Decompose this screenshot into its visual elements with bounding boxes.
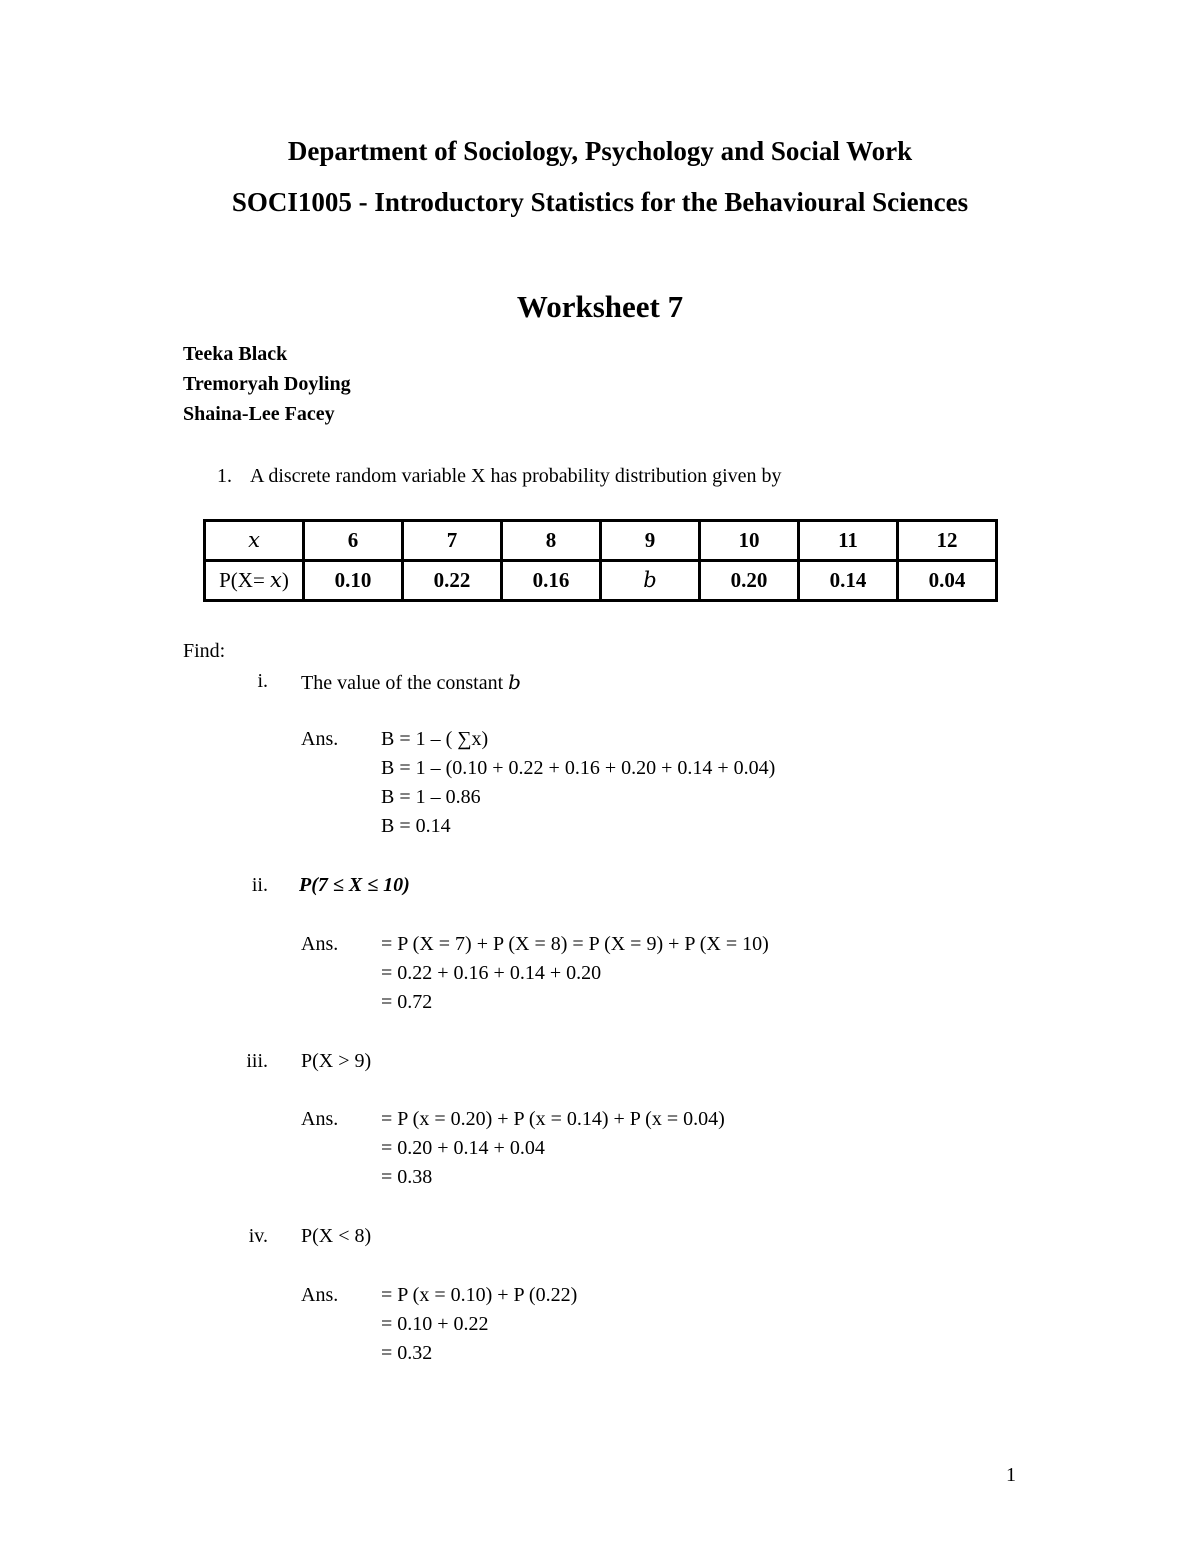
find-label: Find:: [183, 640, 226, 662]
answer-line: = 0.38: [381, 1166, 433, 1188]
part-prompt: P(X < 8): [301, 1225, 372, 1247]
author-name: Teeka Black: [183, 343, 288, 365]
table-cell: 6: [304, 521, 403, 561]
ans-label: Ans.: [301, 728, 339, 750]
table-cell: 7: [403, 521, 502, 561]
author-name: Tremoryah Doyling: [183, 373, 351, 395]
part-number: iv.: [248, 1225, 268, 1247]
ans-label: Ans.: [301, 933, 339, 955]
table-cell: 9: [601, 521, 700, 561]
part-number: ii.: [251, 874, 268, 896]
answer-line: B = 1 – (0.10 + 0.22 + 0.16 + 0.20 + 0.14 + 0.04): [381, 757, 776, 779]
question-text: A discrete random variable X has probability distribution given by: [250, 465, 782, 487]
part-prompt: The value of the constant b: [301, 670, 521, 694]
table-header-cell: P(X= x): [205, 561, 304, 601]
part-number: i.: [257, 670, 268, 692]
answer-line: = 0.72: [381, 991, 433, 1013]
answer-line: = 0.32: [381, 1342, 433, 1364]
answer-line: B = 1 – ( ∑x): [381, 728, 489, 750]
table-cell: 12: [898, 521, 997, 561]
table-cell: 0.04: [898, 561, 997, 601]
course-heading: SOCI1005 - Introductory Statistics for the Behavioural Sciences: [231, 187, 969, 217]
table-cell: b: [601, 561, 700, 601]
table-row: [205, 521, 997, 561]
worksheet-title: Worksheet 7: [516, 289, 684, 324]
page-number: 1: [1006, 1464, 1016, 1486]
table-cell: 8: [502, 521, 601, 561]
author-name: Shaina-Lee Facey: [183, 403, 335, 425]
ans-label: Ans.: [301, 1284, 339, 1306]
probability-table: [203, 519, 998, 602]
table-cell: 0.20: [700, 561, 799, 601]
answer-line: = 0.22 + 0.16 + 0.14 + 0.20: [381, 962, 602, 984]
question-number: 1.: [217, 465, 232, 487]
part-prompt: P(7 ≤ X ≤ 10): [299, 874, 410, 896]
table-cell: 10: [700, 521, 799, 561]
table-cell: 0.14: [799, 561, 898, 601]
answer-line: = P (x = 0.10) + P (0.22): [381, 1284, 578, 1306]
answer-line: = P (x = 0.20) + P (x = 0.14) + P (x = 0.04): [381, 1108, 725, 1130]
table-cell: 0.22: [403, 561, 502, 601]
answer-line: B = 0.14: [381, 815, 451, 837]
answer-line: = 0.10 + 0.22: [381, 1313, 489, 1335]
part-prompt: P(X > 9): [301, 1050, 372, 1072]
table-cell: 11: [799, 521, 898, 561]
answer-line: = P (X = 7) + P (X = 8) = P (X = 9) + P (X = 10): [381, 933, 769, 955]
table-row: [205, 561, 997, 601]
table-cell: 0.10: [304, 561, 403, 601]
ans-label: Ans.: [301, 1108, 339, 1130]
answer-line: B = 1 – 0.86: [381, 786, 481, 808]
part-number: iii.: [246, 1050, 268, 1072]
table-header-cell: x: [205, 521, 304, 561]
department-heading: Department of Sociology, Psychology and Social Work: [287, 136, 913, 166]
answer-line: = 0.20 + 0.14 + 0.04: [381, 1137, 545, 1159]
table-cell: 0.16: [502, 561, 601, 601]
